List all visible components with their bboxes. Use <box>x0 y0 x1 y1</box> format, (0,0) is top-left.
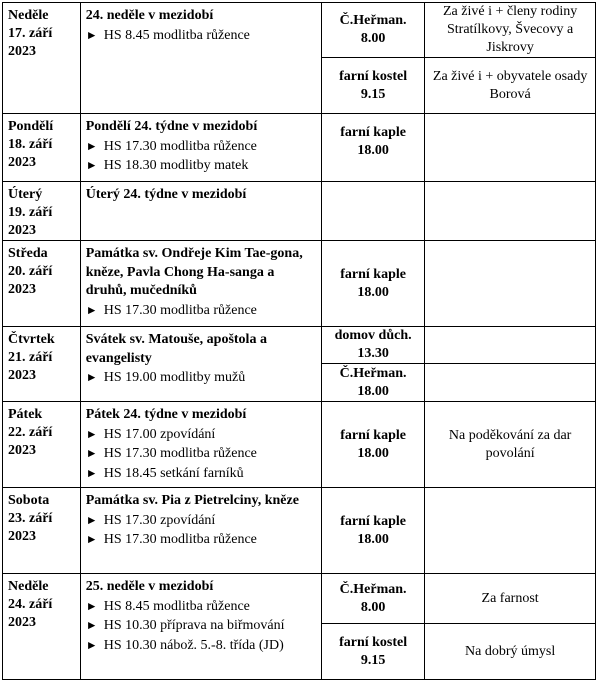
bullet-arrow-icon: ► <box>85 138 98 153</box>
date-cell: Čtvrtek 21. září 2023 <box>3 327 81 402</box>
event-cell <box>80 327 321 402</box>
intention-cell <box>425 364 596 402</box>
event-cell <box>80 241 321 327</box>
event-title: Památka sv. Ondřeje Kim Tae-gona, kněze, Pavla Chong Ha-sanga a druhů, mučedníků <box>85 246 303 298</box>
bullet-arrow-icon: ► <box>85 465 98 480</box>
intention-cell: Za živé i + členy rodiny Stratílkovy, Švecovy a Jiskrovy <box>425 3 596 58</box>
place-cell <box>321 182 424 241</box>
intention-cell: Na dobrý úmysl <box>425 624 596 680</box>
date-cell: Neděle 17. září 2023 <box>3 3 81 114</box>
bullet-arrow-icon: ► <box>85 512 98 527</box>
intention-cell: Za živé i + obyvatele osady Borová <box>425 58 596 114</box>
date-cell: Pondělí 18. září 2023 <box>3 114 81 182</box>
place-cell: farní kaple 18.00 <box>321 241 424 327</box>
event-item: ► HS 18.30 modlitby matek <box>85 158 249 173</box>
event-item: ► HS 17.30 zpovídání <box>85 512 216 528</box>
event-item: ► HS 8.45 modlitba růžence <box>85 598 250 614</box>
date-cell: Pátek 22. září 2023 <box>3 402 81 488</box>
event-title: 25. neděle v mezidobí <box>85 579 214 594</box>
date-cell: Neděle 24. září 2023 <box>3 574 81 680</box>
date-cell: Sobota 23. září 2023 <box>3 488 81 574</box>
event-item: ► HS 17.30 modlitba růžence <box>85 532 257 547</box>
event-cell <box>80 574 321 680</box>
place-cell: farní kaple 18.00 <box>321 402 424 488</box>
event-cell <box>80 402 321 488</box>
bullet-arrow-icon: ► <box>85 302 98 317</box>
place-cell: farní kostel 9.15 <box>321 624 424 680</box>
intention-cell <box>425 182 596 241</box>
bullet-arrow-icon: ► <box>85 158 98 172</box>
event-cell <box>80 488 321 574</box>
event-cell <box>80 182 321 241</box>
place-cell: farní kaple 18.00 <box>321 114 424 182</box>
event-title: Pondělí 24. týdne v mezidobí <box>85 119 258 134</box>
intention-cell <box>425 114 596 182</box>
event-title: 24. neděle v mezidobí <box>85 8 214 23</box>
schedule-row <box>3 327 596 364</box>
event-title: Úterý 24. týdne v mezidobí <box>85 187 247 202</box>
event-item: ► HS 10.30 příprava na biřmování <box>85 618 285 633</box>
intention-cell <box>425 488 596 574</box>
schedule-row <box>3 114 596 182</box>
bullet-arrow-icon: ► <box>85 27 98 42</box>
place-cell: Č.Heřman. 8.00 <box>321 574 424 624</box>
schedule-row <box>3 488 596 574</box>
bullet-arrow-icon: ► <box>85 618 98 632</box>
place-cell: farní kaple 18.00 <box>321 488 424 574</box>
bullet-arrow-icon: ► <box>85 370 98 384</box>
event-title: Památka sv. Pia z Pietrelciny, kněze <box>85 493 299 508</box>
intention-cell <box>425 241 596 327</box>
place-cell: Č.Heřman. 18.00 <box>321 364 424 402</box>
event-item: ► HS 8.45 modlitba růžence <box>85 27 250 43</box>
event-title: Pátek 24. týdne v mezidobí <box>85 407 247 422</box>
bullet-arrow-icon: ► <box>85 532 98 546</box>
schedule-row <box>3 574 596 624</box>
bullet-arrow-icon: ► <box>85 637 98 652</box>
schedule-row <box>3 3 596 58</box>
schedule-table <box>2 2 596 680</box>
schedule-row <box>3 241 596 327</box>
event-item: ► HS 17.30 modlitba růžence <box>85 302 257 318</box>
date-cell: Úterý 19. září 2023 <box>3 182 81 241</box>
bullet-arrow-icon: ► <box>85 598 98 613</box>
intention-cell <box>425 327 596 364</box>
place-cell: domov důch. 13.30 <box>321 327 424 364</box>
place-cell: Č.Heřman. 8.00 <box>321 3 424 58</box>
event-item: ► HS 17.00 zpovídání <box>85 426 216 442</box>
bullet-arrow-icon: ► <box>85 426 98 441</box>
place-cell: farní kostel 9.15 <box>321 58 424 114</box>
event-item: ► HS 17.30 modlitba růžence <box>85 446 257 461</box>
event-item: ► HS 10.30 nábož. 5.-8. třída (JD) <box>85 637 284 653</box>
schedule-row <box>3 182 596 241</box>
event-title: Svátek sv. Matouše, apoštola a evangelisty <box>85 332 267 366</box>
date-cell: Středa 20. září 2023 <box>3 241 81 327</box>
intention-cell: Na poděkování za dar povolání <box>425 402 596 488</box>
bullet-arrow-icon: ► <box>85 446 98 460</box>
event-item: ► HS 18.45 setkání farníků <box>85 465 244 481</box>
event-item: ► HS 19.00 modlitby mužů <box>85 370 246 385</box>
event-cell <box>80 3 321 114</box>
event-cell <box>80 114 321 182</box>
schedule-row <box>3 402 596 488</box>
event-item: ► HS 17.30 modlitba růžence <box>85 138 257 154</box>
intention-cell: Za farnost <box>425 574 596 624</box>
